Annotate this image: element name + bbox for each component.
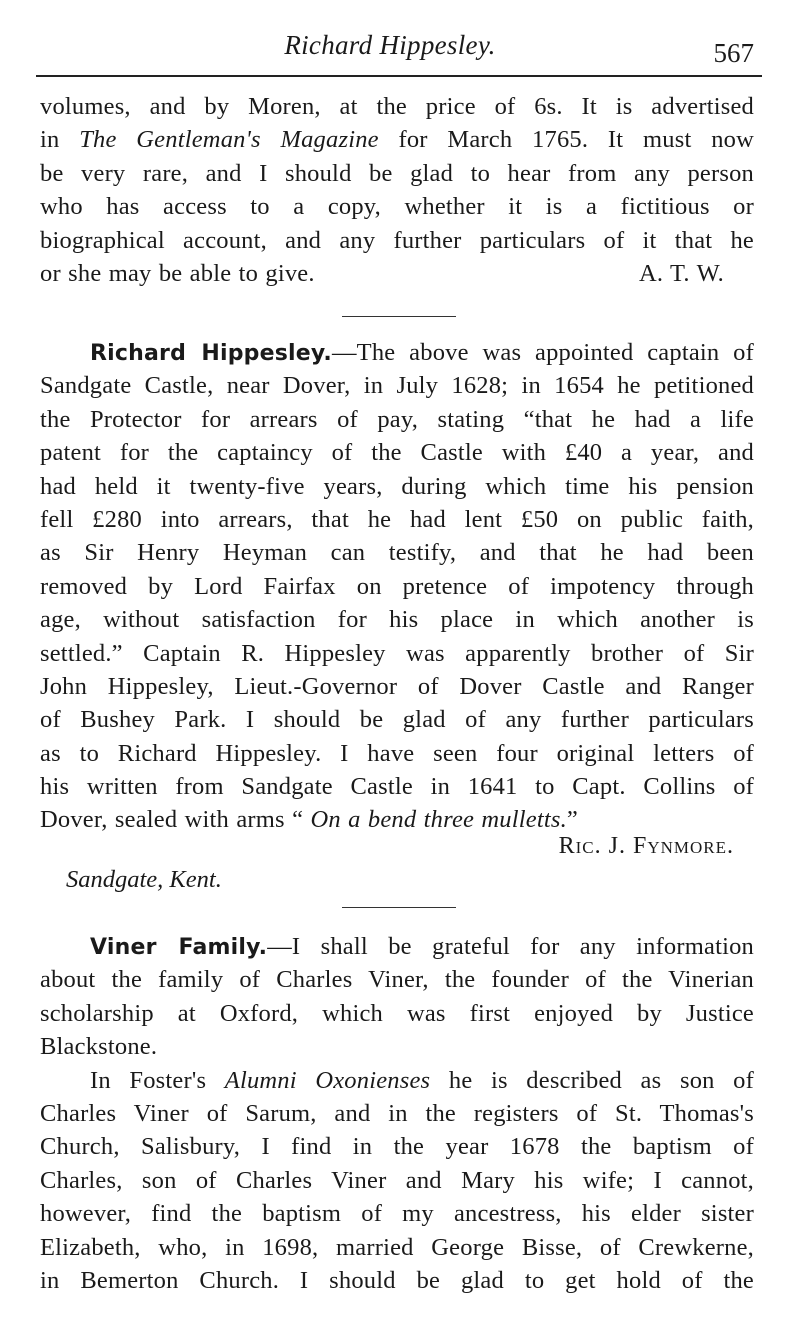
text-segment: he is described as son of bbox=[430, 1066, 754, 1094]
section-heading: Richard Hippesley. bbox=[90, 341, 332, 366]
text-line: Church, Salisbury, I find in the year 1678 the baptism of bbox=[40, 1133, 754, 1161]
text-line: as to Richard Hippesley. I have seen four original letters of bbox=[40, 739, 754, 767]
book-title: Alumni Oxonienses bbox=[224, 1066, 431, 1094]
text-segment: —I shall be grateful for any information bbox=[267, 933, 754, 960]
running-head bbox=[0, 30, 800, 70]
text-line: his written from Sandgate Castle in 1641 to Capt. Collins of bbox=[40, 773, 754, 801]
text-line: be very rare, and I should be glad to hear from any person bbox=[40, 159, 754, 187]
text-line bbox=[40, 803, 754, 836]
header-rule bbox=[36, 75, 762, 77]
text-segment: or she may be able to give. bbox=[40, 259, 315, 287]
text-line: had held it twenty-five years, during which time his pension bbox=[40, 472, 754, 500]
section-divider bbox=[342, 316, 456, 317]
author-initials: A. T. W. bbox=[638, 259, 724, 287]
text-line: age, without satisfaction for his place in which another is bbox=[40, 606, 754, 634]
text-line: Charles Viner of Sarum, and in the registers of St. Thomas's bbox=[40, 1099, 754, 1127]
text-line: in Bemerton Church. I should be glad to get hold of the bbox=[40, 1266, 754, 1294]
text-line: fell £280 into arrears, that he had lent £50 on public faith, bbox=[40, 505, 754, 533]
text-segment: ” bbox=[566, 806, 578, 834]
text-line bbox=[40, 123, 754, 156]
viner-note bbox=[40, 930, 754, 1297]
text-segment: for March 1765. It must now bbox=[378, 126, 754, 154]
text-line: however, find the baptism of my ancestress, his elder sister bbox=[40, 1200, 754, 1228]
text-line: removed by Lord Fairfax on pretence of impotency through bbox=[40, 572, 754, 600]
journal-title: The Gentleman's Magazine bbox=[79, 126, 379, 154]
text-segment: In Foster's bbox=[90, 1066, 225, 1094]
text-line: John Hippesley, Lieut.-Governor of Dover Castle and Ranger bbox=[40, 672, 754, 700]
text-line bbox=[40, 336, 754, 369]
text-line: as Sir Henry Heyman can testify, and that he had been bbox=[40, 539, 754, 567]
text-line: scholarship at Oxford, which was first enjoyed by Justice bbox=[40, 999, 754, 1027]
text-line: of Bushey Park. I should be glad of any further particulars bbox=[40, 706, 754, 734]
text-line: Blackstone. bbox=[40, 1033, 158, 1061]
hippesley-note bbox=[40, 336, 754, 837]
heraldic-blazon: On a bend three mulletts. bbox=[310, 806, 567, 834]
author-location: Sandgate, Kent. bbox=[66, 866, 222, 893]
section-divider bbox=[342, 907, 456, 908]
text-line: about the family of Charles Viner, the founder of the Vinerian bbox=[40, 966, 754, 994]
running-title: Richard Hippesley. bbox=[284, 30, 496, 60]
page-number: 567 bbox=[713, 38, 754, 68]
text-line bbox=[40, 1064, 754, 1097]
text-line: biographical account, and any further particulars of it that he bbox=[40, 226, 754, 254]
text-segment: Dover, sealed with arms “ bbox=[40, 806, 311, 834]
text-line bbox=[40, 257, 754, 290]
text-line: settled.” Captain R. Hippesley was apparently brother of Sir bbox=[40, 639, 754, 667]
text-line: the Protector for arrears of pay, stating “that he had a life bbox=[40, 405, 754, 433]
text-line: volumes, and by Moren, at the price of 6s. It is advertised bbox=[40, 93, 754, 120]
text-line: Elizabeth, who, in 1698, married George Bisse, of Crewkerne, bbox=[40, 1233, 754, 1261]
text-line: who has access to a copy, whether it is a fictitious or bbox=[40, 193, 754, 221]
previous-note bbox=[40, 90, 754, 290]
text-segment: in bbox=[40, 126, 80, 154]
text-line bbox=[40, 930, 754, 963]
text-segment: —The above was appointed captain of bbox=[331, 339, 754, 366]
section-heading: Viner Family. bbox=[90, 935, 268, 960]
text-line: Sandgate Castle, near Dover, in July 1628; in 1654 he petitioned bbox=[40, 372, 754, 400]
text-line: patent for the captaincy of the Castle with £40 a year, and bbox=[40, 439, 754, 467]
author-signature: Ric. J. Fynmore. bbox=[558, 833, 734, 859]
text-line: Charles, son of Charles Viner and Mary his wife; I cannot, bbox=[40, 1166, 754, 1194]
